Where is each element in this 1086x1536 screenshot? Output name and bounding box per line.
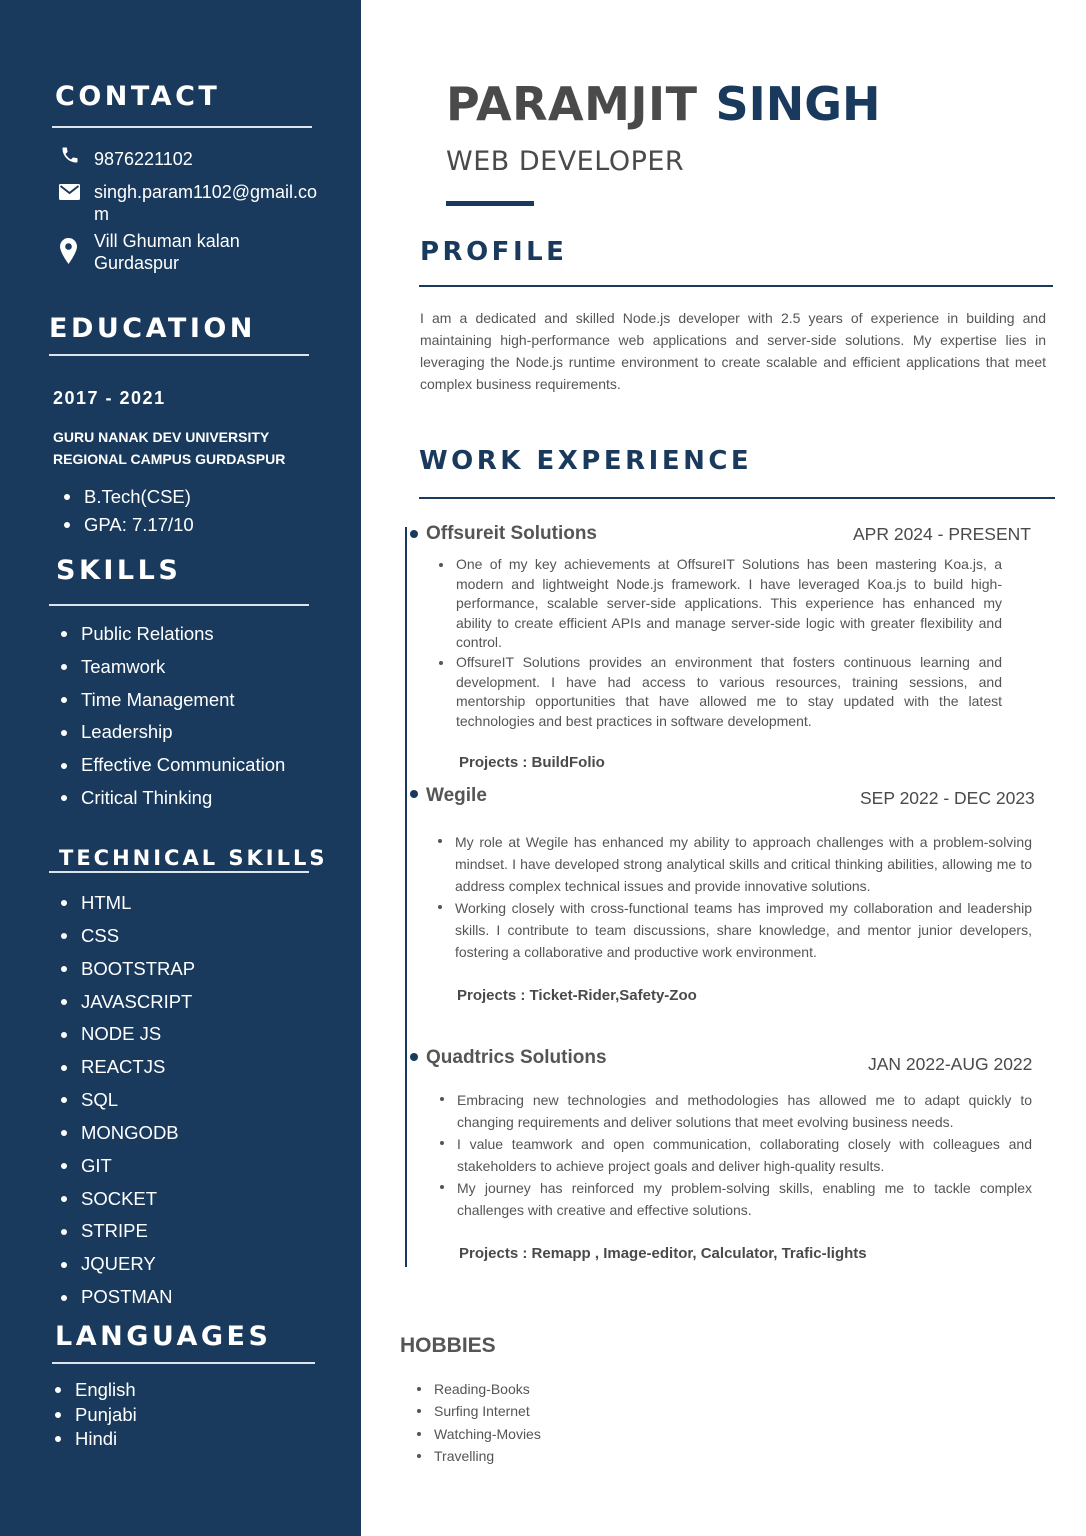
job-bullet: I value teamwork and open communication, collaborating closely with colleagues and stakeholders to achieve project goals and deliver high-quality results. bbox=[437, 1133, 1032, 1177]
job-company: Offsureit Solutions bbox=[426, 523, 597, 544]
job-bullet: One of my key achievements at OffsureIT Solutions has been mastering Koa.js, a modern and lightweight Node.js framework. I have leveraged Koa.js to build high-performance, scalable server-side applications. This experience has enhanced my ability to create efficient APIs and manage server-side logic with greater flexibility and control. bbox=[436, 555, 1002, 653]
first-name: PARAMJIT bbox=[446, 77, 698, 131]
job-company: Quadtrics Solutions bbox=[426, 1047, 607, 1068]
skills-divider bbox=[49, 604, 309, 606]
contact-email[interactable] bbox=[94, 181, 317, 225]
location-icon bbox=[60, 238, 77, 269]
work-experience-divider bbox=[419, 497, 1055, 499]
skill-item: Teamwork bbox=[55, 651, 285, 684]
languages-list bbox=[49, 1378, 137, 1452]
language-item: Punjabi bbox=[49, 1403, 137, 1428]
job-bullet: Working closely with cross-functional teams has improved my collaboration and leadership skills. I contribute to team discussions, share knowledge, and mentor junior developers, fostering a collaborative and productive work environment. bbox=[435, 897, 1032, 963]
sidebar bbox=[0, 0, 361, 1536]
job-bullet: Embracing new technologies and methodologies has allowed me to adapt quickly to changing requirements and deliver solutions that meet evolving business needs. bbox=[437, 1089, 1032, 1133]
skill-item: Time Management bbox=[55, 684, 285, 717]
education-years: 2017 - 2021 bbox=[53, 388, 166, 408]
job-projects: Projects : Remapp , Image-editor, Calculator, Trafic-lights bbox=[459, 1245, 867, 1262]
email-line-1: singh.param1102@gmail.co bbox=[94, 182, 318, 202]
profile-heading: PROFILE bbox=[420, 237, 568, 267]
contact-phone[interactable]: 9876221102 bbox=[94, 149, 193, 169]
language-item: Hindi bbox=[49, 1427, 137, 1452]
timeline-dot bbox=[410, 1053, 418, 1061]
tech-skill-item: REACTJS bbox=[55, 1051, 195, 1084]
work-experience-heading: WORK EXPERIENCE bbox=[419, 446, 753, 476]
hobby-item: Watching-Movies bbox=[416, 1423, 541, 1445]
skill-item: Critical Thinking bbox=[55, 782, 285, 815]
languages-heading: LANGUAGES bbox=[55, 1321, 272, 1352]
technical-skills-divider bbox=[49, 871, 309, 873]
job-bullets bbox=[435, 831, 1032, 963]
timeline-dot bbox=[410, 530, 418, 538]
job-bullet: OffsureIT Solutions provides an environment that fosters continuous learning and development. I have had access to various resources, training sessions, and mentorship opportunities that have allowed me to stay updated with the latest technologies and best practices in software development. bbox=[436, 653, 1002, 731]
hobbies-list bbox=[416, 1378, 541, 1467]
education-university bbox=[53, 426, 285, 470]
skills-list bbox=[55, 618, 285, 815]
address-line-2: Gurdaspur bbox=[94, 253, 180, 273]
job-bullet: My role at Wegile has enhanced my ability to approach challenges with a problem-solving mindset. I have developed strong analytical skills and critical thinking abilities, allowing me to address complex technical issues and provide innovative solutions. bbox=[435, 831, 1032, 897]
tech-skill-item: POSTMAN bbox=[55, 1281, 195, 1314]
hobby-item: Reading-Books bbox=[416, 1378, 541, 1400]
skill-item: Public Relations bbox=[55, 618, 285, 651]
tech-skill-item: BOOTSTRAP bbox=[55, 953, 195, 986]
skill-item: Leadership bbox=[55, 716, 285, 749]
contact-address bbox=[94, 230, 240, 274]
job-bullets bbox=[436, 555, 1002, 731]
job-bullet: My journey has reinforced my problem-solving skills, enabling me to tackle complex challenges with creative and effective solutions. bbox=[437, 1177, 1032, 1221]
university-line-1: GURU NANAK DEV UNIVERSITY bbox=[53, 429, 270, 445]
contact-divider bbox=[52, 126, 312, 128]
contact-heading: CONTACT bbox=[55, 81, 221, 112]
phone-icon bbox=[60, 145, 80, 170]
job-dates: JAN 2022-AUG 2022 bbox=[868, 1054, 1033, 1074]
last-name: SINGH bbox=[715, 77, 881, 131]
tech-skill-item: STRIPE bbox=[55, 1215, 195, 1248]
profile-summary: I am a dedicated and skilled Node.js developer with 2.5 years of experience in building and maintaining high-performance web applications and server-side solutions. My expertise lies in leveraging the Node.js runtime environment to create scalable and efficient applications that meet complex business requirements. bbox=[420, 310, 1046, 392]
tech-skill-item: NODE JS bbox=[55, 1018, 195, 1051]
tech-skill-item: MONGODB bbox=[55, 1117, 195, 1150]
technical-skills-heading: TECHNICAL SKILLS bbox=[59, 846, 328, 870]
hobbies-heading: HOBBIES bbox=[400, 1334, 496, 1357]
tech-skill-item: CSS bbox=[55, 920, 195, 953]
job-dates: APR 2024 - PRESENT bbox=[853, 524, 1031, 544]
job-bullets bbox=[437, 1089, 1032, 1221]
job-projects: Projects : BuildFolio bbox=[459, 754, 605, 771]
university-line-2: REGIONAL CAMPUS GURDASPUR bbox=[53, 451, 286, 467]
education-divider bbox=[49, 354, 309, 356]
job-projects: Projects : Ticket-Rider,Safety-Zoo bbox=[457, 987, 697, 1004]
profile-divider bbox=[419, 285, 1053, 287]
address-line-1: Vill Ghuman kalan bbox=[94, 231, 240, 251]
education-gpa: GPA: 7.17/10 bbox=[58, 511, 194, 539]
education-heading: EDUCATION bbox=[49, 313, 256, 344]
skill-item: Effective Communication bbox=[55, 749, 285, 782]
education-degree: B.Tech(CSE) bbox=[58, 483, 194, 511]
tech-skill-item: JQUERY bbox=[55, 1248, 195, 1281]
job-dates: SEP 2022 - DEC 2023 bbox=[860, 788, 1035, 808]
title-accent-bar bbox=[446, 201, 534, 206]
job-company: Wegile bbox=[426, 785, 487, 806]
education-details bbox=[58, 483, 194, 539]
languages-divider bbox=[52, 1362, 315, 1364]
technical-skills-list bbox=[55, 887, 195, 1314]
candidate-name bbox=[446, 76, 881, 137]
tech-skill-item: HTML bbox=[55, 887, 195, 920]
timeline-line bbox=[405, 527, 407, 1267]
email-line-2: m bbox=[94, 204, 109, 224]
job-title: WEB DEVELOPER bbox=[446, 146, 685, 177]
tech-skill-item: SQL bbox=[55, 1084, 195, 1117]
skills-heading: SKILLS bbox=[56, 555, 182, 586]
tech-skill-item: GIT bbox=[55, 1150, 195, 1183]
language-item: English bbox=[49, 1378, 137, 1403]
tech-skill-item: JAVASCRIPT bbox=[55, 986, 195, 1019]
hobby-item: Travelling bbox=[416, 1445, 541, 1467]
timeline-dot bbox=[410, 790, 418, 798]
tech-skill-item: SOCKET bbox=[55, 1183, 195, 1216]
hobby-item: Surfing Internet bbox=[416, 1400, 541, 1422]
email-icon bbox=[59, 184, 80, 205]
